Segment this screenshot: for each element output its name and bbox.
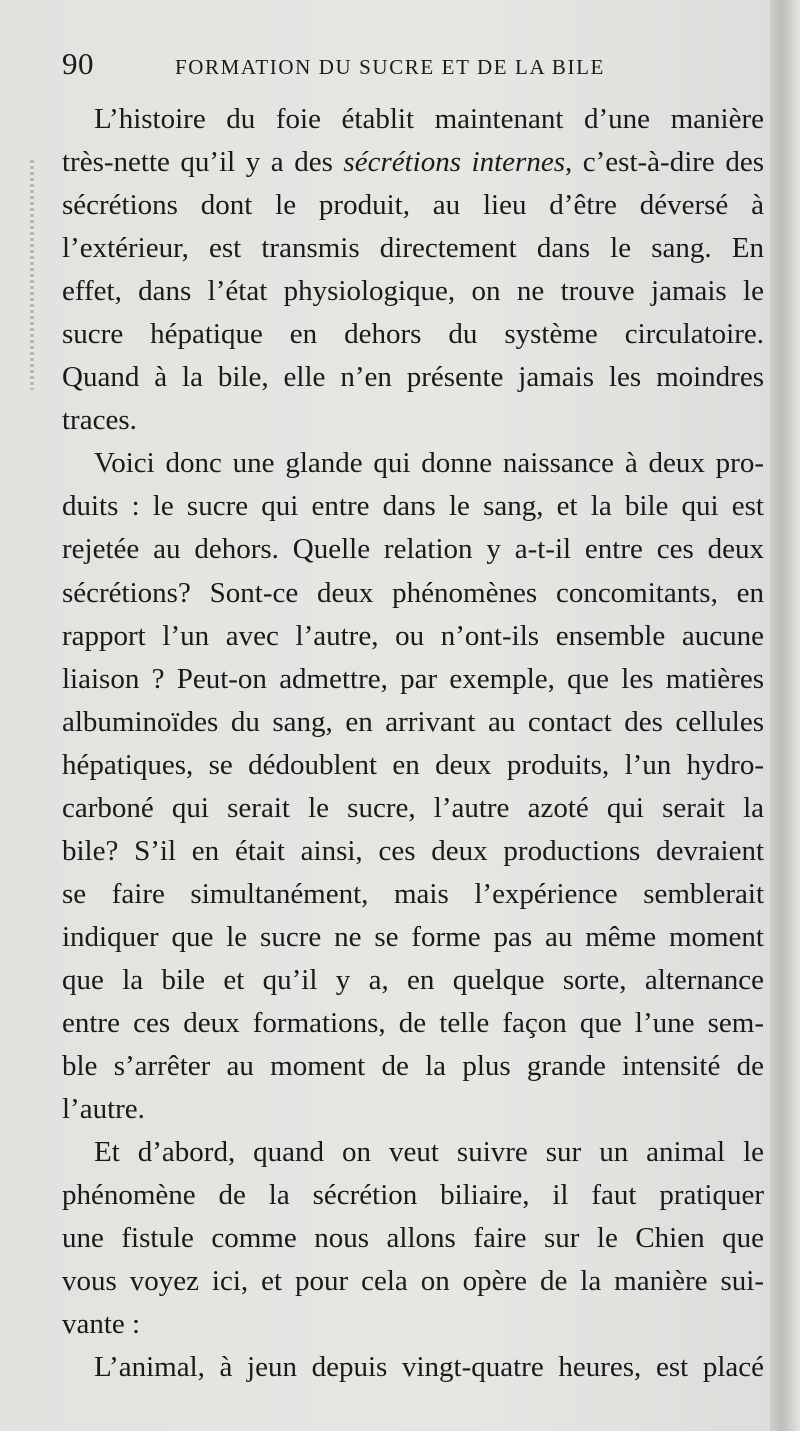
text-line-segment: entre ces deux formations, de telle façon que l’une sem- — [62, 1006, 764, 1039]
text-line — [62, 313, 764, 356]
text-line-segment: liaison ? Peut-on admettre, par exemple, que les matières — [62, 662, 764, 695]
text-line-segment: effet, dans l’état physiologique, on ne trouve jamais le — [62, 275, 764, 308]
text-line — [62, 1174, 764, 1217]
text-line — [62, 615, 764, 658]
text-line-segment: rejetée au dehors. Quelle relation y a-t-il entre ces deux — [62, 533, 764, 566]
text-line-segment: sécrétions dont le produit, au lieu d’être déversé à — [62, 189, 764, 222]
text-line-segment: vante : — [62, 1308, 141, 1341]
text-line-segment: traces. — [62, 404, 137, 437]
text-line-segment: rapport l’un avec l’autre, ou n’ont-ils ensemble aucune — [62, 619, 764, 652]
text-line — [62, 1303, 764, 1346]
text-line-segment: ble s’arrêter au moment de la plus grande intensité de — [62, 1050, 764, 1083]
text-line — [62, 184, 764, 227]
text-line-segment: se faire simultanément, mais l’expérience semblerait — [62, 877, 764, 910]
text-line-segment: une fistule comme nous allons faire sur le Chien que — [62, 1222, 764, 1255]
text-line — [62, 485, 764, 528]
text-line — [62, 356, 764, 399]
margin-pencil-mark — [30, 160, 34, 390]
text-line-segment: l’extérieur, est transmis directement dans le sang. En — [62, 232, 764, 265]
text-line-segment: sucre hépatique en dehors du système circulatoire. — [62, 318, 764, 351]
text-line — [62, 1002, 764, 1045]
text-line-segment: L’histoire du foie établit maintenant d’une manière — [94, 103, 764, 135]
text-line-segment: bile? S’il en était ainsi, ces deux productions devraient — [62, 834, 764, 867]
text-line — [62, 528, 764, 571]
text-line-segment: très-nette qu’il y a des — [62, 146, 344, 179]
text-line — [62, 572, 764, 615]
italic-term: sécrétions internes — [343, 146, 565, 179]
text-line — [62, 1346, 764, 1389]
text-line-segment: hépatiques, se dédoublent en deux produits, l’un hydro- — [62, 748, 764, 781]
text-line-segment: sécrétions? Sont-ce deux phénomènes concomitants, en — [62, 576, 764, 609]
text-line — [62, 270, 764, 313]
text-line-segment: , c’est-à-dire des — [564, 146, 764, 179]
text-line — [62, 141, 764, 184]
page-number: 90 — [62, 46, 94, 81]
text-line — [62, 658, 764, 701]
text-line — [62, 1088, 764, 1131]
text-line-segment: Quand à la bile, elle n’en présente jamais les moindres — [62, 361, 764, 394]
text-line-segment: phénomène de la sécrétion biliaire, il faut pratiquer — [62, 1179, 764, 1212]
text-line — [62, 830, 764, 873]
text-line — [62, 959, 764, 1002]
text-line-segment: l’autre. — [62, 1093, 145, 1126]
text-line — [62, 1131, 764, 1174]
text-line-segment: Voici donc une glande qui donne naissance à deux pro- — [94, 447, 764, 480]
text-line — [62, 1260, 764, 1303]
text-line — [62, 399, 764, 442]
text-line — [62, 98, 764, 141]
text-line-segment: carboné qui serait le sucre, l’autre azoté qui serait la — [62, 791, 764, 824]
text-line-segment: indiquer que le sucre ne se forme pas au même moment — [62, 920, 764, 953]
text-line-segment: vous voyez ici, et pour cela on opère de la manière sui- — [62, 1265, 764, 1298]
text-line-segment: L’animal, à jeun depuis vingt-quatre heures, est placé — [94, 1351, 764, 1384]
text-line — [62, 442, 764, 485]
text-line-segment: Et d’abord, quand on veut suivre sur un animal le — [94, 1136, 764, 1169]
text-line-segment: duits : le sucre qui entre dans le sang, et la bile qui est — [62, 490, 764, 523]
text-line — [62, 227, 764, 270]
body-text — [62, 98, 764, 1389]
text-line — [62, 787, 764, 830]
text-line — [62, 1217, 764, 1260]
text-line-segment: albuminoïdes du sang, en arrivant au contact des cellules — [62, 705, 764, 738]
running-head — [62, 46, 762, 86]
text-line — [62, 916, 764, 959]
text-line — [62, 701, 764, 744]
text-line — [62, 744, 764, 787]
text-line — [62, 1045, 764, 1088]
running-title: FORMATION DU SUCRE ET DE LA BILE — [175, 55, 605, 79]
page-edge — [770, 0, 800, 1431]
text-line — [62, 873, 764, 916]
text-line-segment: que la bile et qu’il y a, en quelque sorte, alternance — [62, 963, 764, 996]
